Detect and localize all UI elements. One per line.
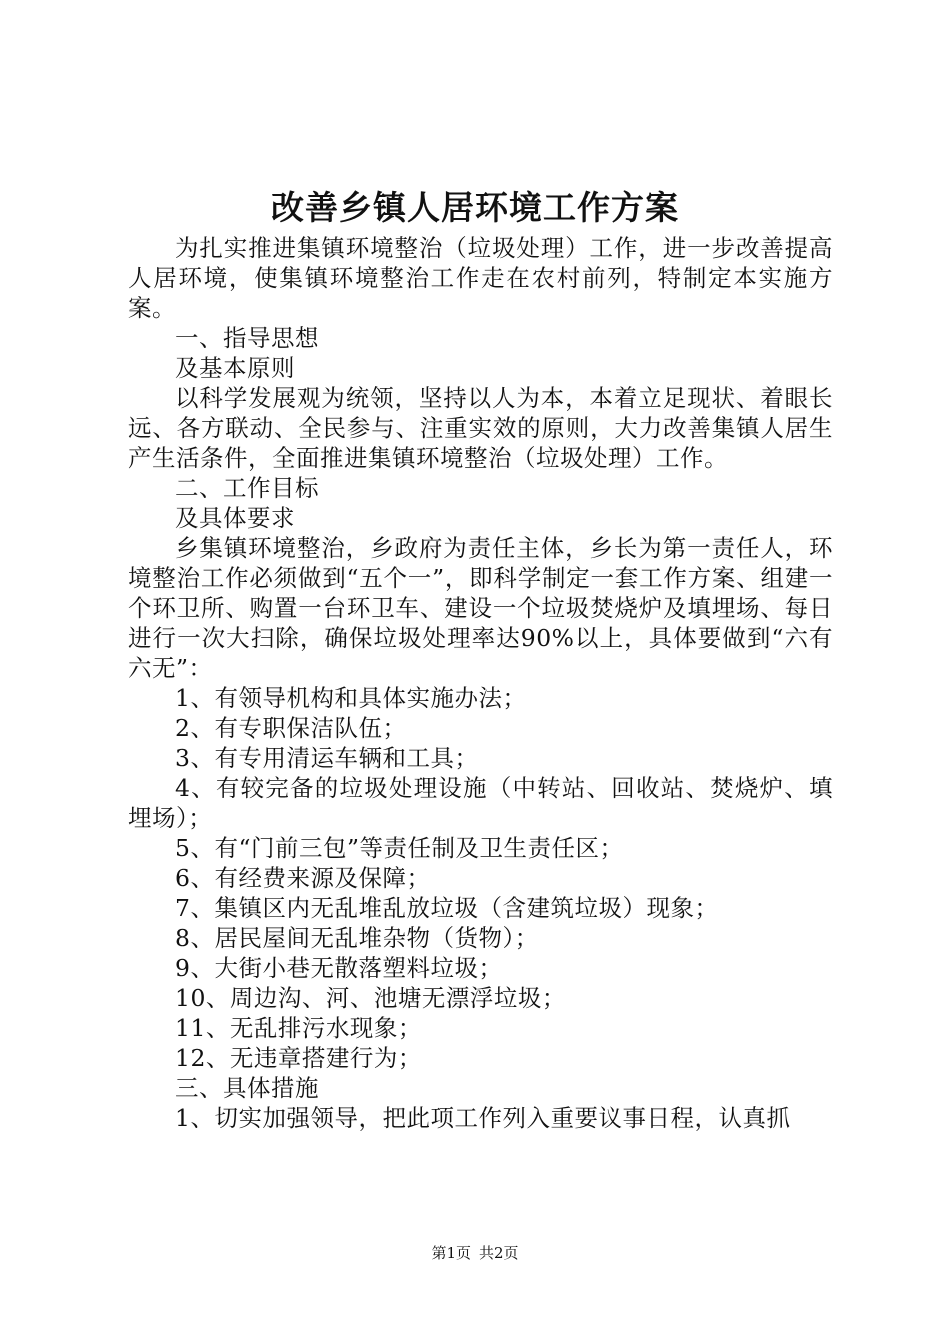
- list-item: 5、有“门前三包”等责任制及卫生责任区；: [175, 834, 624, 862]
- list-item: 9、大街小巷无散落塑料垃圾；: [175, 954, 503, 982]
- goals-paragraph: 乡集镇环境整治，乡政府为责任主体，乡长为第一责任人，环境整治工作必须做到“五个一”，即科学制定一套工作方案、组建一个环卫所、购置一台环卫车、建设一个垃圾焚烧炉及填埋场、每日进行一次大扫除，确保垃圾处理率达90%以上，具体要做到“六有六无”：: [128, 534, 833, 682]
- document-body: [128, 233, 833, 1133]
- list-item: 3、有专用清运车辆和工具；: [175, 744, 479, 772]
- section-heading-1-cont: 及基本原则: [175, 354, 295, 382]
- guiding-principle-paragraph: 以科学发展观为统领，坚持以人为本，本着立足现状、着眼长远、各方联动、全民参与、注重实效的原则，大力改善集镇人居生产生活条件，全面推进集镇环境整治（垃圾处理）工作。: [128, 384, 833, 472]
- list-item: 4、有较完备的垃圾处理设施（中转站、回收站、焚烧炉、填埋场）；: [128, 774, 833, 832]
- list-item: 2、有专职保洁队伍；: [175, 714, 407, 742]
- list-item: 7、集镇区内无乱堆乱放垃圾（含建筑垃圾）现象；: [175, 894, 719, 922]
- page-total: 共2页: [479, 1244, 519, 1262]
- measures-paragraph: 1、切实加强领导，把此项工作列入重要议事日程，认真抓: [175, 1104, 791, 1132]
- section-heading-1: 一、指导思想: [175, 324, 319, 352]
- section-heading-2: 二、工作目标: [175, 474, 319, 502]
- page-footer: [0, 1243, 950, 1263]
- list-item: 1、有领导机构和具体实施办法；: [175, 684, 527, 712]
- intro-paragraph: 为扎实推进集镇环境整治（垃圾处理）工作，进一步改善提高人居环境，使集镇环境整治工作走在农村前列，特制定本实施方案。: [128, 234, 833, 322]
- section-heading-3: 三、具体措施: [175, 1074, 319, 1102]
- document-title: 改善乡镇人居环境工作方案: [271, 188, 679, 227]
- list-item: 11、无乱排污水现象；: [175, 1014, 422, 1042]
- list-item: 8、居民屋间无乱堆杂物（货物）；: [175, 924, 539, 952]
- list-item: 6、有经费来源及保障；: [175, 864, 431, 892]
- section-heading-2-cont: 及具体要求: [175, 504, 295, 532]
- list-item: 10、周边沟、河、池塘无漂浮垃圾；: [175, 984, 566, 1012]
- page-number: 第1页: [431, 1244, 471, 1262]
- list-item: 12、无违章搭建行为；: [175, 1044, 422, 1072]
